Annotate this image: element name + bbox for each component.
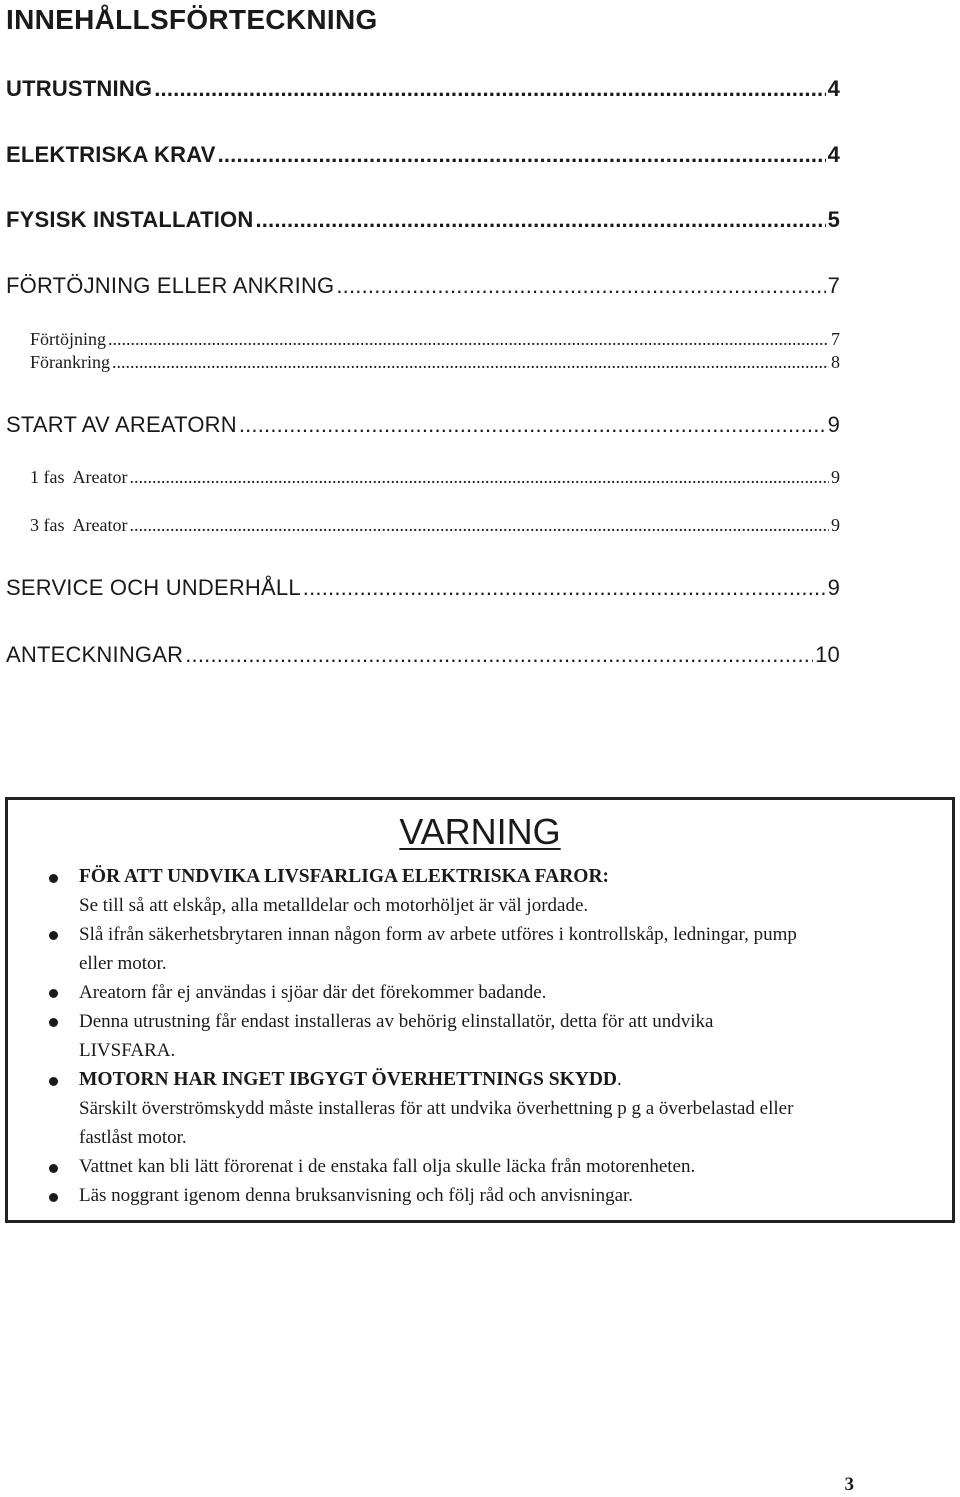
warning-line	[79, 1065, 949, 1094]
toc-entry-page: 8	[831, 352, 840, 372]
warning-emphasis: MOTORN HAR INGET IBGYGT ÖVERHETTNINGS SKYDD	[79, 1069, 617, 1090]
toc-entry-elektriska-krav[interactable]	[6, 141, 840, 169]
page-number	[0, 1473, 854, 1497]
toc-leader	[185, 641, 813, 669]
warning-title: VARNING	[399, 811, 561, 852]
toc-leader	[108, 327, 829, 351]
toc-leader	[218, 141, 826, 169]
toc-leader	[129, 513, 829, 537]
toc-entry-page: 7	[831, 329, 840, 349]
toc-entry-page: 9	[831, 515, 840, 535]
warning-period: .	[616, 1069, 622, 1090]
toc-leader	[255, 206, 825, 234]
toc-entry-fysisk-installation[interactable]	[6, 206, 840, 234]
bullet-icon	[49, 1018, 58, 1027]
bullet-icon	[49, 874, 58, 883]
toc-entry-page: 9	[831, 467, 840, 487]
toc-entry-fortojning[interactable]	[30, 327, 840, 351]
toc-leader	[303, 574, 826, 602]
warning-line: Areatorn får ej användas i sjöar där det förekommer badande.	[79, 982, 547, 1003]
toc-entry-forankring[interactable]	[30, 350, 840, 374]
toc-entry-label: 3 fas Areator	[30, 515, 128, 535]
toc-leader	[112, 350, 829, 374]
toc-entry-label: 1 fas Areator	[30, 467, 128, 487]
toc-entry-1-fas-areator[interactable]	[30, 465, 840, 489]
page-number-value: 3	[844, 1474, 854, 1495]
toc-entry-page: 9	[827, 575, 840, 600]
toc-leader	[239, 411, 826, 439]
toc-title: INNEHÅLLSFÖRTECKNING	[6, 4, 378, 35]
warning-line: eller motor.	[79, 953, 167, 974]
toc-entry-3-fas-areator[interactable]	[30, 513, 840, 537]
toc-entry-label: SERVICE OCH UNDERHÅLL	[6, 575, 301, 600]
toc-entry-start-av-areatorn[interactable]	[6, 411, 840, 439]
warning-line: FÖR ATT UNDVIKA LIVSFARLIGA ELEKTRISKA FAROR:	[79, 866, 610, 887]
bullet-icon	[49, 1193, 58, 1202]
toc-entry-label: Förtöjning	[30, 329, 107, 349]
toc-entry-label: Förankring	[30, 352, 110, 372]
bullet-icon	[49, 989, 58, 998]
warning-line: Läs noggrant igenom denna bruksanvisning och följ råd och anvisningar.	[79, 1185, 634, 1206]
toc-entry-page: 9	[827, 412, 840, 437]
toc-entry-fortojning-eller-ankring[interactable]	[6, 272, 840, 300]
warning-line: Särskilt överströmskydd måste installeras för att undvika överhettning p g a överbelastad eller	[79, 1098, 794, 1119]
toc-leader	[336, 272, 825, 300]
toc-entry-page: 4	[827, 76, 840, 101]
toc-entry-label: START AV AREATORN	[6, 412, 237, 437]
warning-line: Se till så att elskåp, alla metalldelar och motorhöljet är väl jordade.	[79, 895, 589, 916]
toc-entry-label: FÖRTÖJNING ELLER ANKRING	[6, 273, 335, 298]
warning-line: Vattnet kan bli lätt förorenat i de enstaka fall olja skulle läcka från motorenheten.	[79, 1156, 696, 1177]
toc-entry-utrustning[interactable]	[6, 75, 840, 103]
toc-leader	[129, 465, 829, 489]
bullet-icon	[49, 1077, 58, 1086]
toc-entry-label: UTRUSTNING	[6, 76, 153, 101]
toc-entry-label: FYSISK INSTALLATION	[6, 207, 254, 232]
toc-entry-label: ANTECKNINGAR	[6, 642, 184, 667]
bullet-icon	[49, 931, 58, 940]
toc-entry-page: 10	[815, 642, 840, 667]
toc-entry-page: 4	[827, 142, 840, 167]
warning-line: Slå ifrån säkerhetsbrytaren innan någon form av arbete utföres i kontrollskåp, ledningar, pump	[79, 924, 797, 945]
warning-box	[5, 797, 955, 1223]
toc-entry-anteckningar[interactable]	[6, 641, 840, 669]
warning-line: Denna utrustning får endast installeras av behörig elinstallatör, detta för att undvika	[79, 1011, 714, 1032]
toc-entry-service-och-underhall[interactable]	[6, 574, 840, 602]
toc-entry-label: ELEKTRISKA KRAV	[6, 142, 216, 167]
warning-line: fastlåst motor.	[79, 1127, 187, 1148]
bullet-icon	[49, 1164, 58, 1173]
toc-entry-page: 5	[827, 207, 840, 232]
toc-leader	[154, 75, 825, 103]
warning-line: LIVSFARA.	[79, 1040, 176, 1061]
toc-entry-page: 7	[827, 273, 840, 298]
